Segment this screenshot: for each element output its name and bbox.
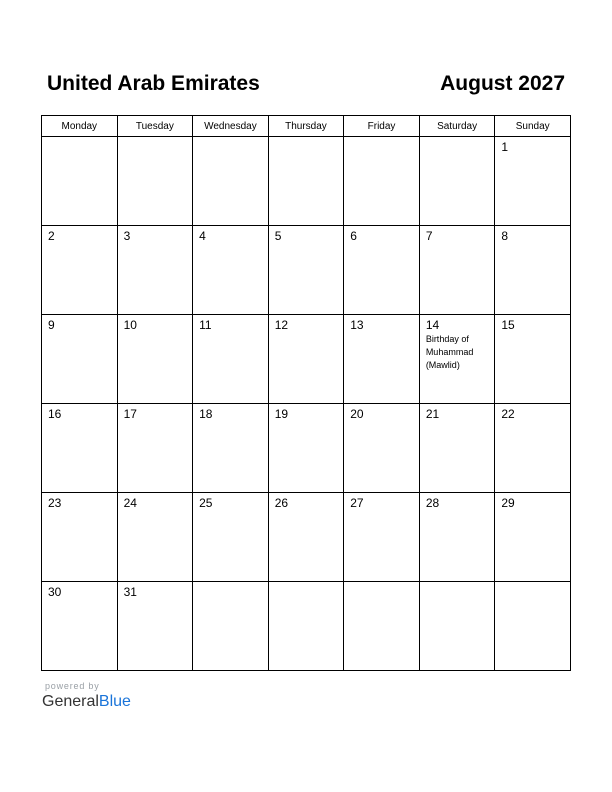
week-row — [42, 582, 571, 671]
day-number: 28 — [425, 496, 440, 510]
day-number: 3 — [123, 229, 131, 243]
day-cell — [193, 582, 269, 671]
day-cell — [419, 315, 495, 404]
day-number: 26 — [274, 496, 289, 510]
day-number — [344, 582, 419, 586]
calendar-month-title: August 2027 — [440, 72, 565, 95]
day-number — [344, 137, 419, 141]
calendar-grid — [41, 115, 571, 671]
day-cell — [495, 582, 571, 671]
day-number — [118, 137, 193, 141]
day-number: 19 — [274, 407, 289, 421]
day-number: 31 — [123, 585, 137, 599]
day-number: 22 — [501, 407, 515, 421]
weekday-header: Monday — [42, 116, 118, 137]
day-cell — [344, 226, 420, 315]
day-cell — [42, 226, 118, 315]
day-number: 27 — [350, 496, 364, 510]
day-number: 29 — [501, 496, 515, 510]
day-cell — [344, 137, 420, 226]
day-cell — [344, 315, 420, 404]
brand-general-text: General — [42, 693, 99, 710]
day-cell — [495, 226, 571, 315]
day-cell — [344, 493, 420, 582]
day-cell — [268, 493, 344, 582]
day-cell — [268, 226, 344, 315]
weekday-header: Saturday — [419, 116, 495, 137]
powered-by-text: powered by — [45, 681, 100, 691]
weekday-header: Sunday — [495, 116, 571, 137]
day-cell — [268, 137, 344, 226]
day-cell — [117, 404, 193, 493]
day-cell — [344, 582, 420, 671]
day-cell — [42, 493, 118, 582]
day-cell — [344, 404, 420, 493]
calendar-country-title: United Arab Emirates — [47, 72, 260, 95]
day-number: 20 — [350, 407, 364, 421]
day-cell — [419, 493, 495, 582]
day-number: 2 — [48, 229, 55, 243]
day-number: 12 — [274, 318, 289, 332]
weekday-header: Wednesday — [193, 116, 269, 137]
week-row — [42, 226, 571, 315]
footer-branding — [42, 681, 131, 711]
weekday-header: Tuesday — [117, 116, 193, 137]
week-row — [42, 137, 571, 226]
day-number: 5 — [274, 229, 282, 243]
day-cell — [495, 404, 571, 493]
day-cell — [419, 226, 495, 315]
week-row — [42, 404, 571, 493]
day-number: 24 — [123, 496, 137, 510]
day-number: 7 — [425, 229, 433, 243]
day-cell — [117, 315, 193, 404]
weekday-header: Thursday — [268, 116, 344, 137]
day-cell — [419, 582, 495, 671]
day-cell — [42, 137, 118, 226]
day-number: 14 — [425, 318, 440, 332]
day-cell — [419, 137, 495, 226]
day-number: 11 — [199, 318, 212, 332]
day-number: 21 — [425, 407, 440, 421]
day-number: 6 — [350, 229, 357, 243]
day-cell — [193, 404, 269, 493]
day-number: 17 — [123, 407, 137, 421]
day-cell — [117, 137, 193, 226]
day-number — [495, 582, 570, 586]
day-number — [269, 137, 344, 141]
brand-blue-text: Blue — [98, 693, 131, 710]
day-number: 1 — [501, 140, 509, 154]
day-number: 23 — [48, 496, 62, 510]
day-cell — [193, 493, 269, 582]
day-cell — [268, 404, 344, 493]
day-cell — [495, 137, 571, 226]
day-number: 16 — [48, 407, 62, 421]
day-number: 13 — [350, 318, 364, 332]
day-number — [193, 582, 268, 586]
weekday-header: Friday — [344, 116, 420, 137]
weekday-header-row — [42, 116, 571, 137]
day-cell — [419, 404, 495, 493]
day-number — [420, 137, 495, 141]
day-cell — [268, 582, 344, 671]
day-number: 18 — [199, 407, 213, 421]
day-number: 15 — [501, 318, 515, 332]
day-cell — [193, 226, 269, 315]
day-number: 9 — [48, 318, 55, 332]
day-cell — [42, 315, 118, 404]
week-row — [42, 315, 571, 404]
day-number — [269, 582, 344, 586]
day-cell — [42, 582, 118, 671]
day-cell — [117, 226, 193, 315]
day-cell — [495, 315, 571, 404]
day-number — [193, 137, 268, 141]
week-row — [42, 493, 571, 582]
day-number: 4 — [199, 229, 206, 243]
day-cell — [42, 404, 118, 493]
day-number — [420, 582, 495, 586]
day-number: 10 — [123, 318, 137, 332]
day-cell — [268, 315, 344, 404]
day-cell — [193, 137, 269, 226]
day-number: 30 — [48, 585, 62, 599]
day-cell — [117, 493, 193, 582]
generalblue-logo[interactable] — [42, 693, 131, 711]
holiday-label: Birthday of Muhammad (Mawlid) — [425, 334, 474, 370]
day-cell — [495, 493, 571, 582]
day-cell — [117, 582, 193, 671]
day-number: 25 — [199, 496, 213, 510]
day-number: 8 — [501, 229, 509, 243]
day-number — [42, 137, 117, 141]
day-cell — [193, 315, 269, 404]
